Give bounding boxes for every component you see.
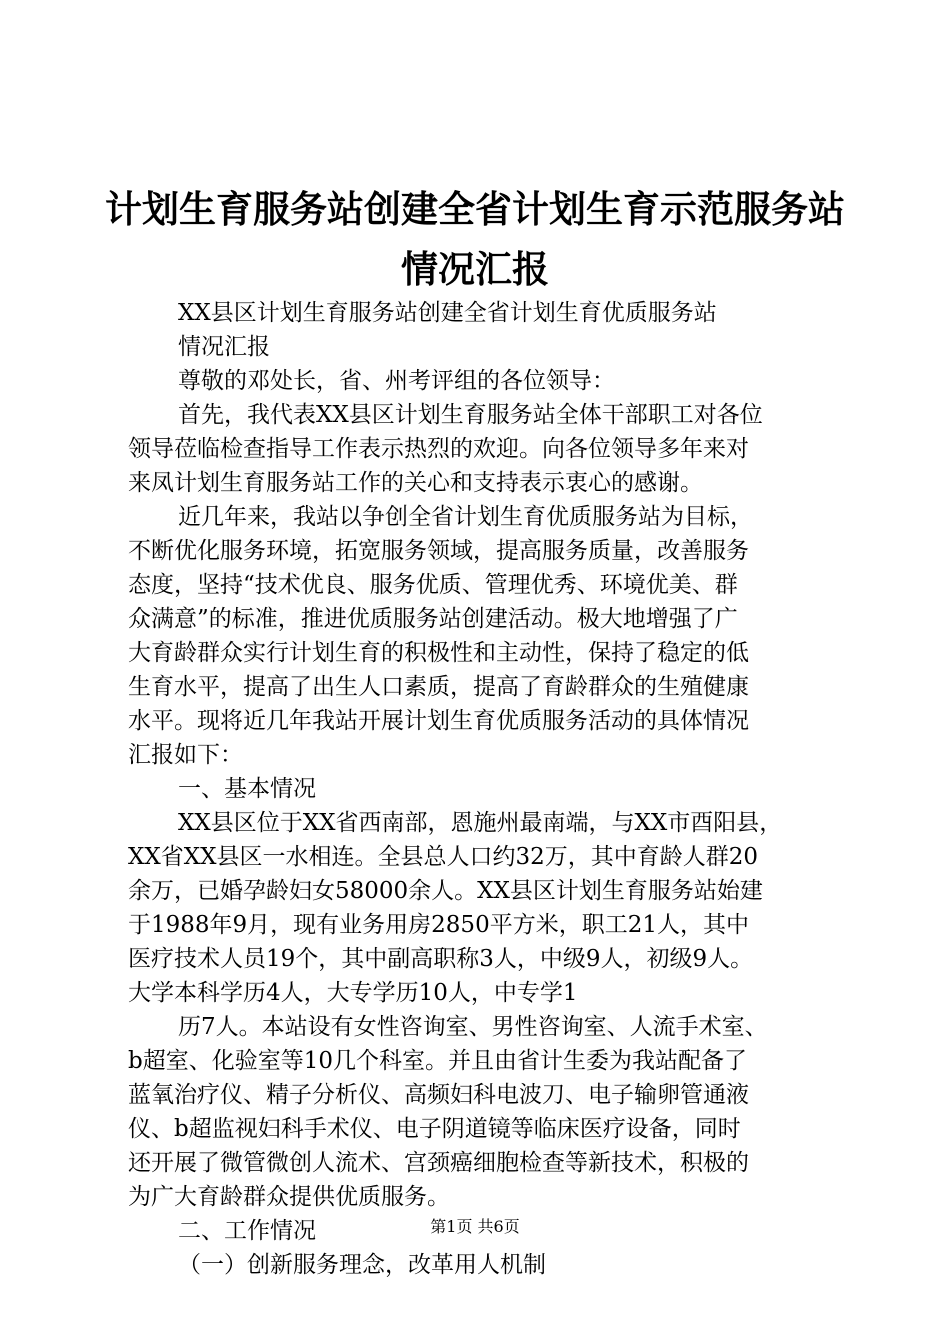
document-line: 二、工作情况 <box>178 1218 316 1244</box>
document-line: 为广大育龄群众提供优质服务。 <box>128 1184 450 1210</box>
document-line: 于1988年9月，现有业务用房2850平方米，职工21人，其中 <box>128 912 749 938</box>
document-line: XX县区位于XX省西南部，恩施州最南端，与XX市酉阳县， <box>178 810 783 836</box>
document-line: 领导莅临检查指导工作表示热烈的欢迎。向各位领导多年来对 <box>128 436 749 462</box>
document-line: 大育龄群众实行计划生育的积极性和主动性，保持了稳定的低 <box>128 640 749 666</box>
page-footer: 第1页 共6页 <box>430 1217 520 1236</box>
document-title-line1: 计划生育服务站创建全省计划生育示范服务站 <box>105 188 845 231</box>
document-line: 水平。现将近几年我站开展计划生育优质服务活动的具体情况 <box>128 708 749 734</box>
document-line: 仪、b超监视妇科手术仪、电子阴道镜等临床医疗设备，同时 <box>128 1116 741 1142</box>
document-line: 蓝氧治疗仪、精子分析仪、高频妇科电波刀、电子输卵管通液 <box>128 1082 749 1108</box>
document-title-line2: 情况汇报 <box>401 248 549 291</box>
document-line: b超室、化验室等10几个科室。并且由省计生委为我站配备了 <box>128 1048 747 1074</box>
document-line: 不断优化服务环境，拓宽服务领域，提高服务质量，改善服务 <box>128 538 749 564</box>
document-line: 尊敬的邓处长，省、州考评组的各位领导： <box>178 368 615 394</box>
document-line: 首先，我代表XX县区计划生育服务站全体干部职工对各位 <box>178 402 763 428</box>
document-line: 生育水平，提高了出生人口素质，提高了育龄群众的生殖健康 <box>128 674 749 700</box>
document-line: 汇报如下： <box>128 742 243 768</box>
document-line: XX省XX县区一水相连。全县总人口约32万，其中育龄人群20 <box>128 844 759 870</box>
document-line: 情况汇报 <box>178 334 270 360</box>
document-line: 余万，已婚孕龄妇女58000余人。XX县区计划生育服务站始建 <box>128 878 763 904</box>
document-line: XX县区计划生育服务站创建全省计划生育优质服务站 <box>178 300 717 326</box>
document-body <box>128 296 832 1282</box>
document-line: 来凤计划生育服务站工作的关心和支持表示衷心的感谢。 <box>128 470 703 496</box>
document-line: 众满意”的标准，推进优质服务站创建活动。极大地增强了广 <box>128 606 738 632</box>
document-line: 历7人。本站设有女性咨询室、男性咨询室、人流手术室、 <box>178 1014 768 1040</box>
document-line: 大学本科学历4人，大专学历10人，中专学1 <box>128 980 578 1006</box>
document-line: 医疗技术人员19个，其中副高职称3人，中级9人，初级9人。 <box>128 946 754 972</box>
document-line: 态度，坚持“技术优良、服务优质、管理优秀、环境优美、群 <box>128 572 738 598</box>
document-line: （一）创新服务理念，改革用人机制 <box>178 1252 546 1278</box>
document-line: 还开展了微管微创人流术、宫颈癌细胞检查等新技术，积极的 <box>128 1150 749 1176</box>
document-line: 一、基本情况 <box>178 776 316 802</box>
document-line: 近几年来，我站以争创全省计划生育优质服务站为目标， <box>178 504 753 530</box>
